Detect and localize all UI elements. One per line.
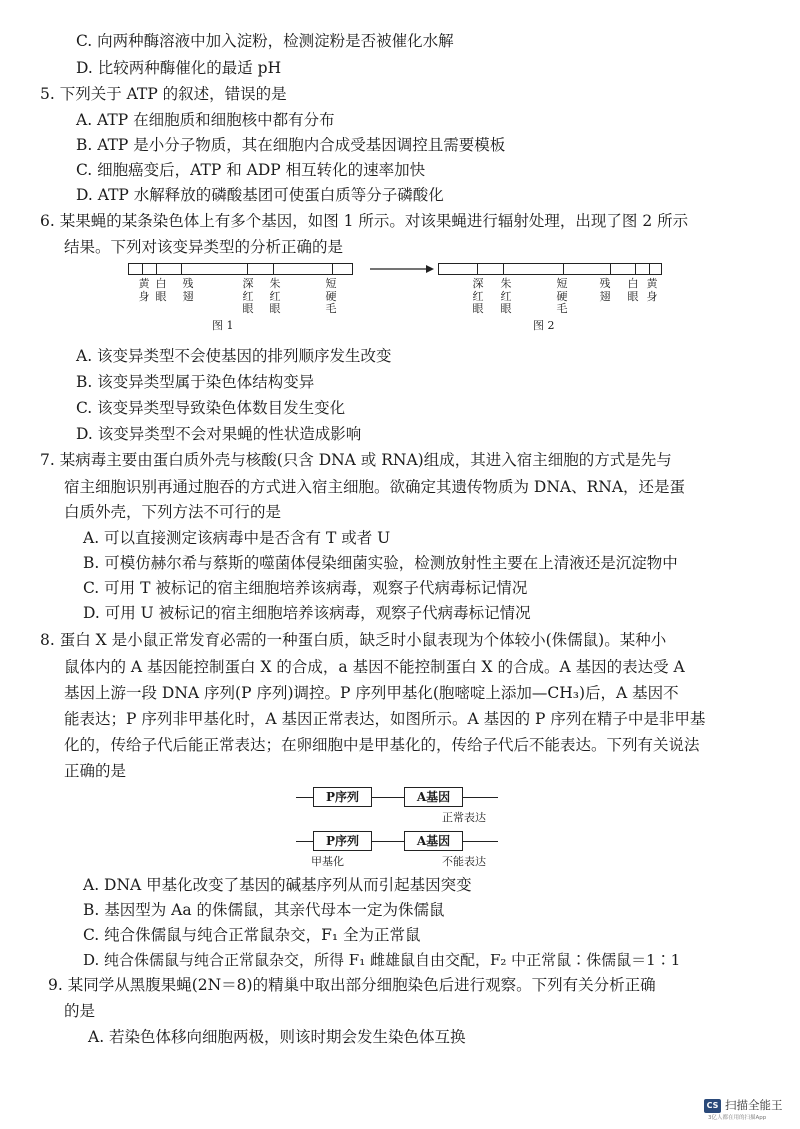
q5-stem: 5. 下列关于 ATP 的叙述，错误的是: [40, 85, 287, 103]
q7-option-a: A. 可以直接测定该病毒中是否含有 T 或者 U: [83, 529, 391, 547]
fig8-bottom-a-gene: A基因: [404, 831, 463, 851]
q6-option-b: B. 该变异类型属于染色体结构变异: [76, 373, 315, 391]
q6-option-c: C. 该变异类型导致染色体数目发生变化: [76, 399, 346, 417]
transform-arrow-icon: [368, 263, 436, 275]
q8-stem-4: 能表达；P 序列非甲基化时，A 基因正常表达，如图所示。A 基因的 P 序列在精子中是非甲基: [64, 710, 706, 728]
q5-option-b: B. ATP 是小分子物质，其在细胞内合成受基因调控且需要模板: [76, 136, 506, 154]
fig2-label: 图 2: [533, 319, 555, 332]
q7-option-b: B. 可模仿赫尔希与蔡斯的噬菌体侵染细菌实验，检测放射性主要在上清液还是沉淀物中: [83, 554, 678, 572]
q8-stem-6: 正确的是: [64, 762, 127, 780]
watermark-subtitle: 3亿人都在用的扫描App: [708, 1115, 767, 1121]
q8-option-c: C. 纯合侏儒鼠与纯合正常鼠杂交，F₁ 全为正常鼠: [83, 926, 421, 944]
q9-option-a: A. 若染色体移向细胞两极，则该时期会发生染色体互换: [88, 1028, 466, 1046]
q6-stem-2: 结果。下列对该变异类型的分析正确的是: [64, 238, 344, 256]
q6-option-a: A. 该变异类型不会使基因的排列顺序发生改变: [76, 347, 392, 365]
q7-option-c: C. 可用 T 被标记的宿主细胞培养该病毒，观察子代病毒标记情况: [83, 579, 528, 597]
fig8-methylated: 甲基化: [311, 855, 344, 868]
q7-option-d: D. 可用 U 被标记的宿主细胞培养该病毒，观察子代病毒标记情况: [83, 604, 531, 622]
fig1-gene-vestigial-wing: 残翅: [182, 277, 194, 303]
fig2-gene-vestigial-wing: 残翅: [599, 277, 611, 303]
fig1-gene-yellow-body: 黄身: [138, 277, 150, 303]
q9-stem-2: 的是: [64, 1002, 96, 1020]
q8-stem-2: 鼠体内的 A 基因能控制蛋白 X 的合成，a 基因不能控制蛋白 X 的合成。A 基因的表达受 A: [64, 658, 685, 676]
q8-stem-1: 8. 蛋白 X 是小鼠正常发育必需的一种蛋白质，缺乏时小鼠表现为个体较小(侏儒鼠)。某种小: [40, 631, 667, 649]
fig8-bottom-p-sequence: P序列: [313, 831, 372, 851]
fig2-gene-yellow-body: 黄身: [646, 277, 658, 303]
q8-option-b: B. 基因型为 Aa 的侏儒鼠，其亲代母本一定为侏儒鼠: [83, 901, 445, 919]
fig8-normal-expression: 正常表达: [442, 811, 486, 824]
fig8-no-expression: 不能表达: [442, 855, 486, 868]
fig2-gene-white-eye: 白眼: [627, 277, 639, 303]
fig2-gene-vermilion-eye: 朱红眼: [500, 277, 512, 315]
q6-stem-1: 6. 某果蝇的某条染色体上有多个基因，如图 1 所示。对该果蝇进行辐射处理，出现了图 2 所示: [40, 212, 689, 230]
q8-option-d: D. 纯合侏儒鼠与纯合正常鼠杂交，所得 F₁ 雌雄鼠自由交配，F₂ 中正常鼠∶侏儒鼠＝1∶1: [83, 951, 681, 969]
q4-option-c: C. 向两种酶溶液中加入淀粉，检测淀粉是否被催化水解: [76, 32, 454, 50]
fig8-top-a-gene: A基因: [404, 787, 463, 807]
q7-stem-2: 宿主细胞识别再通过胞吞的方式进入宿主细胞。欲确定其遗传物质为 DNA、RNA，还是蛋: [64, 478, 686, 496]
q8-stem-3: 基因上游一段 DNA 序列(P 序列)调控。P 序列甲基化(胞嘧啶上添加—CH₃)后，A 基因不: [64, 684, 679, 702]
fig8-top-p-sequence: P序列: [313, 787, 372, 807]
q8-stem-5: 化的，传给子代后能正常表达；在卵细胞中是甲基化的，传给子代后不能表达。下列有关说法: [64, 736, 700, 754]
fig2-gene-deep-red-eye: 深红眼: [472, 277, 484, 315]
watermark-title: 扫描全能王: [725, 1098, 783, 1112]
q6-option-d: D. 该变异类型不会对果蝇的性状造成影响: [76, 425, 362, 443]
q8-option-a: A. DNA 甲基化改变了基因的碱基序列从而引起基因突变: [83, 876, 472, 894]
q5-option-d: D. ATP 水解释放的磷酸基团可使蛋白质等分子磷酸化: [76, 186, 444, 204]
fig1-gene-deep-red-eye: 深红眼: [242, 277, 254, 315]
fig1-gene-white-eye: 白眼: [155, 277, 167, 303]
scanner-watermark: [704, 1097, 796, 1125]
fig2-chromosome: [438, 263, 662, 275]
q4-option-d: D. 比较两种酶催化的最适 pH: [76, 59, 282, 77]
q7-stem-3: 白质外壳，下列方法不可行的是: [64, 503, 282, 521]
fig1-gene-vermilion-eye: 朱红眼: [269, 277, 281, 315]
fig1-chromosome: [128, 263, 353, 275]
q7-stem-1: 7. 某病毒主要由蛋白质外壳与核酸(只含 DNA 或 RNA)组成，其进入宿主细胞的方式是先与: [40, 451, 672, 469]
fig2-gene-short-bristle: 短硬毛: [556, 277, 568, 315]
fig1-label: 图 1: [212, 319, 234, 332]
fig1-gene-short-bristle: 短硬毛: [325, 277, 337, 315]
q9-stem-1: 9. 某同学从黑腹果蝇(2N＝8)的精巢中取出部分细胞染色后进行观察。下列有关分析正确: [48, 976, 656, 994]
q5-option-c: C. 细胞癌变后，ATP 和 ADP 相互转化的速率加快: [76, 161, 426, 179]
cs-badge-icon: CS: [704, 1099, 721, 1113]
q5-option-a: A. ATP 在细胞质和细胞核中都有分布: [76, 111, 335, 129]
